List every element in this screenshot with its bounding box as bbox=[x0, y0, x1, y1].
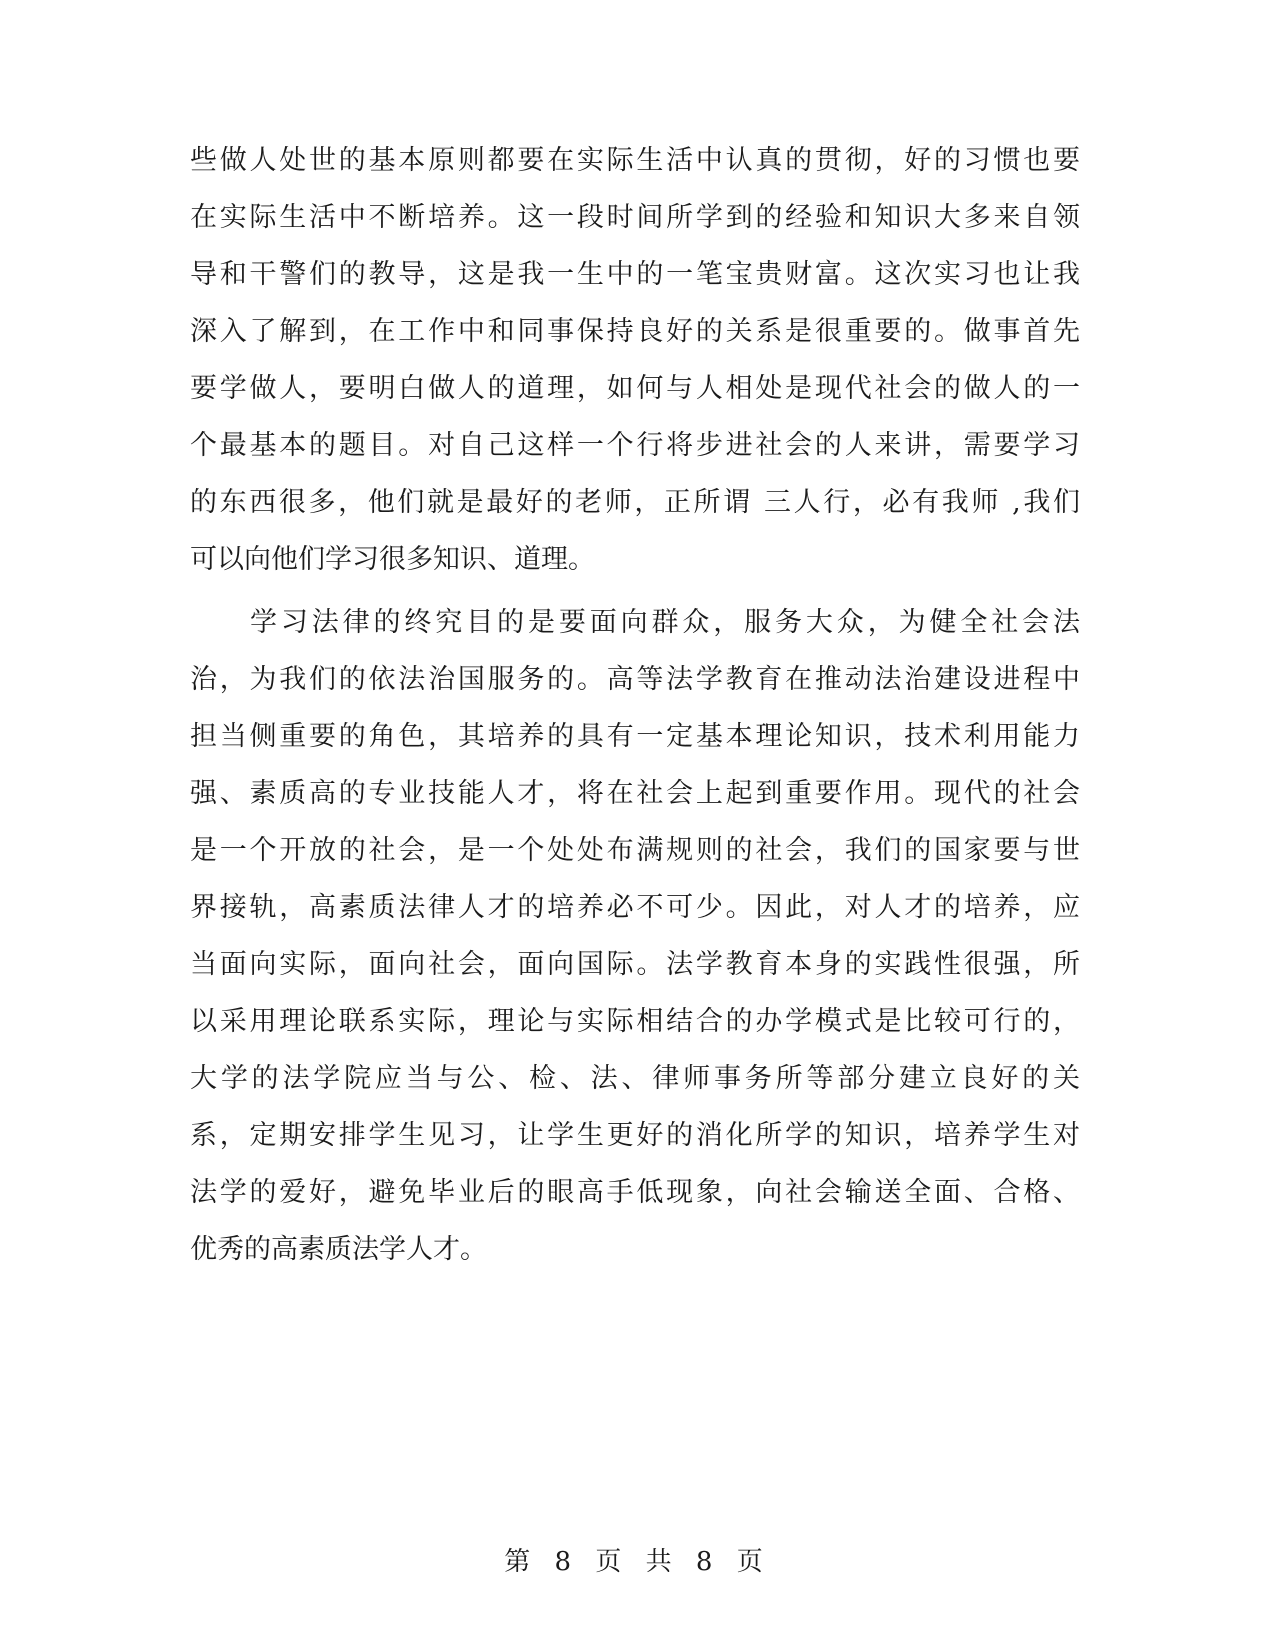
paragraph-line: 治，为我们的依法治国服务的。高等法学教育在推动法治建设进程中 bbox=[190, 664, 1080, 695]
paragraph-line: 优秀的高素质法学人才。 bbox=[190, 1234, 487, 1265]
paragraph-line: 强、素质高的专业技能人才，将在社会上起到重要作用。现代的社会 bbox=[190, 778, 1080, 809]
paragraph-line: 以采用理论联系实际，理论与实际相结合的办学模式是比较可行的， bbox=[190, 1006, 1080, 1037]
paragraph-2 bbox=[190, 594, 1080, 1278]
paragraph-line: 学习法律的终究目的是要面向群众，服务大众，为健全社会法 bbox=[250, 607, 1080, 638]
paragraph-line: 担当侧重要的角色，其培养的具有一定基本理论知识，技术利用能力 bbox=[190, 721, 1080, 752]
paragraph-line: 的东西很多，他们就是最好的老师，正所谓 三人行，必有我师 ,我们 bbox=[190, 487, 1080, 518]
paragraph-line: 系，定期安排学生见习，让学生更好的消化所学的知识，培养学生对 bbox=[190, 1120, 1080, 1151]
paragraph-line: 要学做人，要明白做人的道理，如何与人相处是现代社会的做人的一 bbox=[190, 373, 1080, 404]
paragraph-line: 深入了解到，在工作中和同事保持良好的关系是很重要的。做事首先 bbox=[190, 316, 1080, 347]
page-number-footer: 第 8 页 共 8 页 bbox=[504, 1547, 771, 1577]
paragraph-line: 在实际生活中不断培养。这一段时间所学到的经验和知识大多来自领 bbox=[190, 202, 1080, 233]
paragraph-line: 个最基本的题目。对自己这样一个行将步进社会的人来讲，需要学习 bbox=[190, 430, 1080, 461]
paragraph-line: 些做人处世的基本原则都要在实际生活中认真的贯彻，好的习惯也要 bbox=[190, 145, 1080, 176]
paragraph-line: 大学的法学院应当与公、检、法、律师事务所等部分建立良好的关 bbox=[190, 1063, 1080, 1094]
paragraph-line: 法学的爱好，避免毕业后的眼高手低现象，向社会输送全面、合格、 bbox=[190, 1177, 1080, 1208]
paragraph-1 bbox=[190, 132, 1080, 588]
paragraph-line: 导和干警们的教导，这是我一生中的一笔宝贵财富。这次实习也让我 bbox=[190, 259, 1080, 290]
paragraph-line: 当面向实际，面向社会，面向国际。法学教育本身的实践性很强，所 bbox=[190, 949, 1080, 980]
paragraph-line: 是一个开放的社会，是一个处处布满规则的社会，我们的国家要与世 bbox=[190, 835, 1080, 866]
paragraph-line: 可以向他们学习很多知识、道理。 bbox=[190, 544, 595, 575]
paragraph-line: 界接轨，高素质法律人才的培养必不可少。因此，对人才的培养，应 bbox=[190, 892, 1080, 923]
